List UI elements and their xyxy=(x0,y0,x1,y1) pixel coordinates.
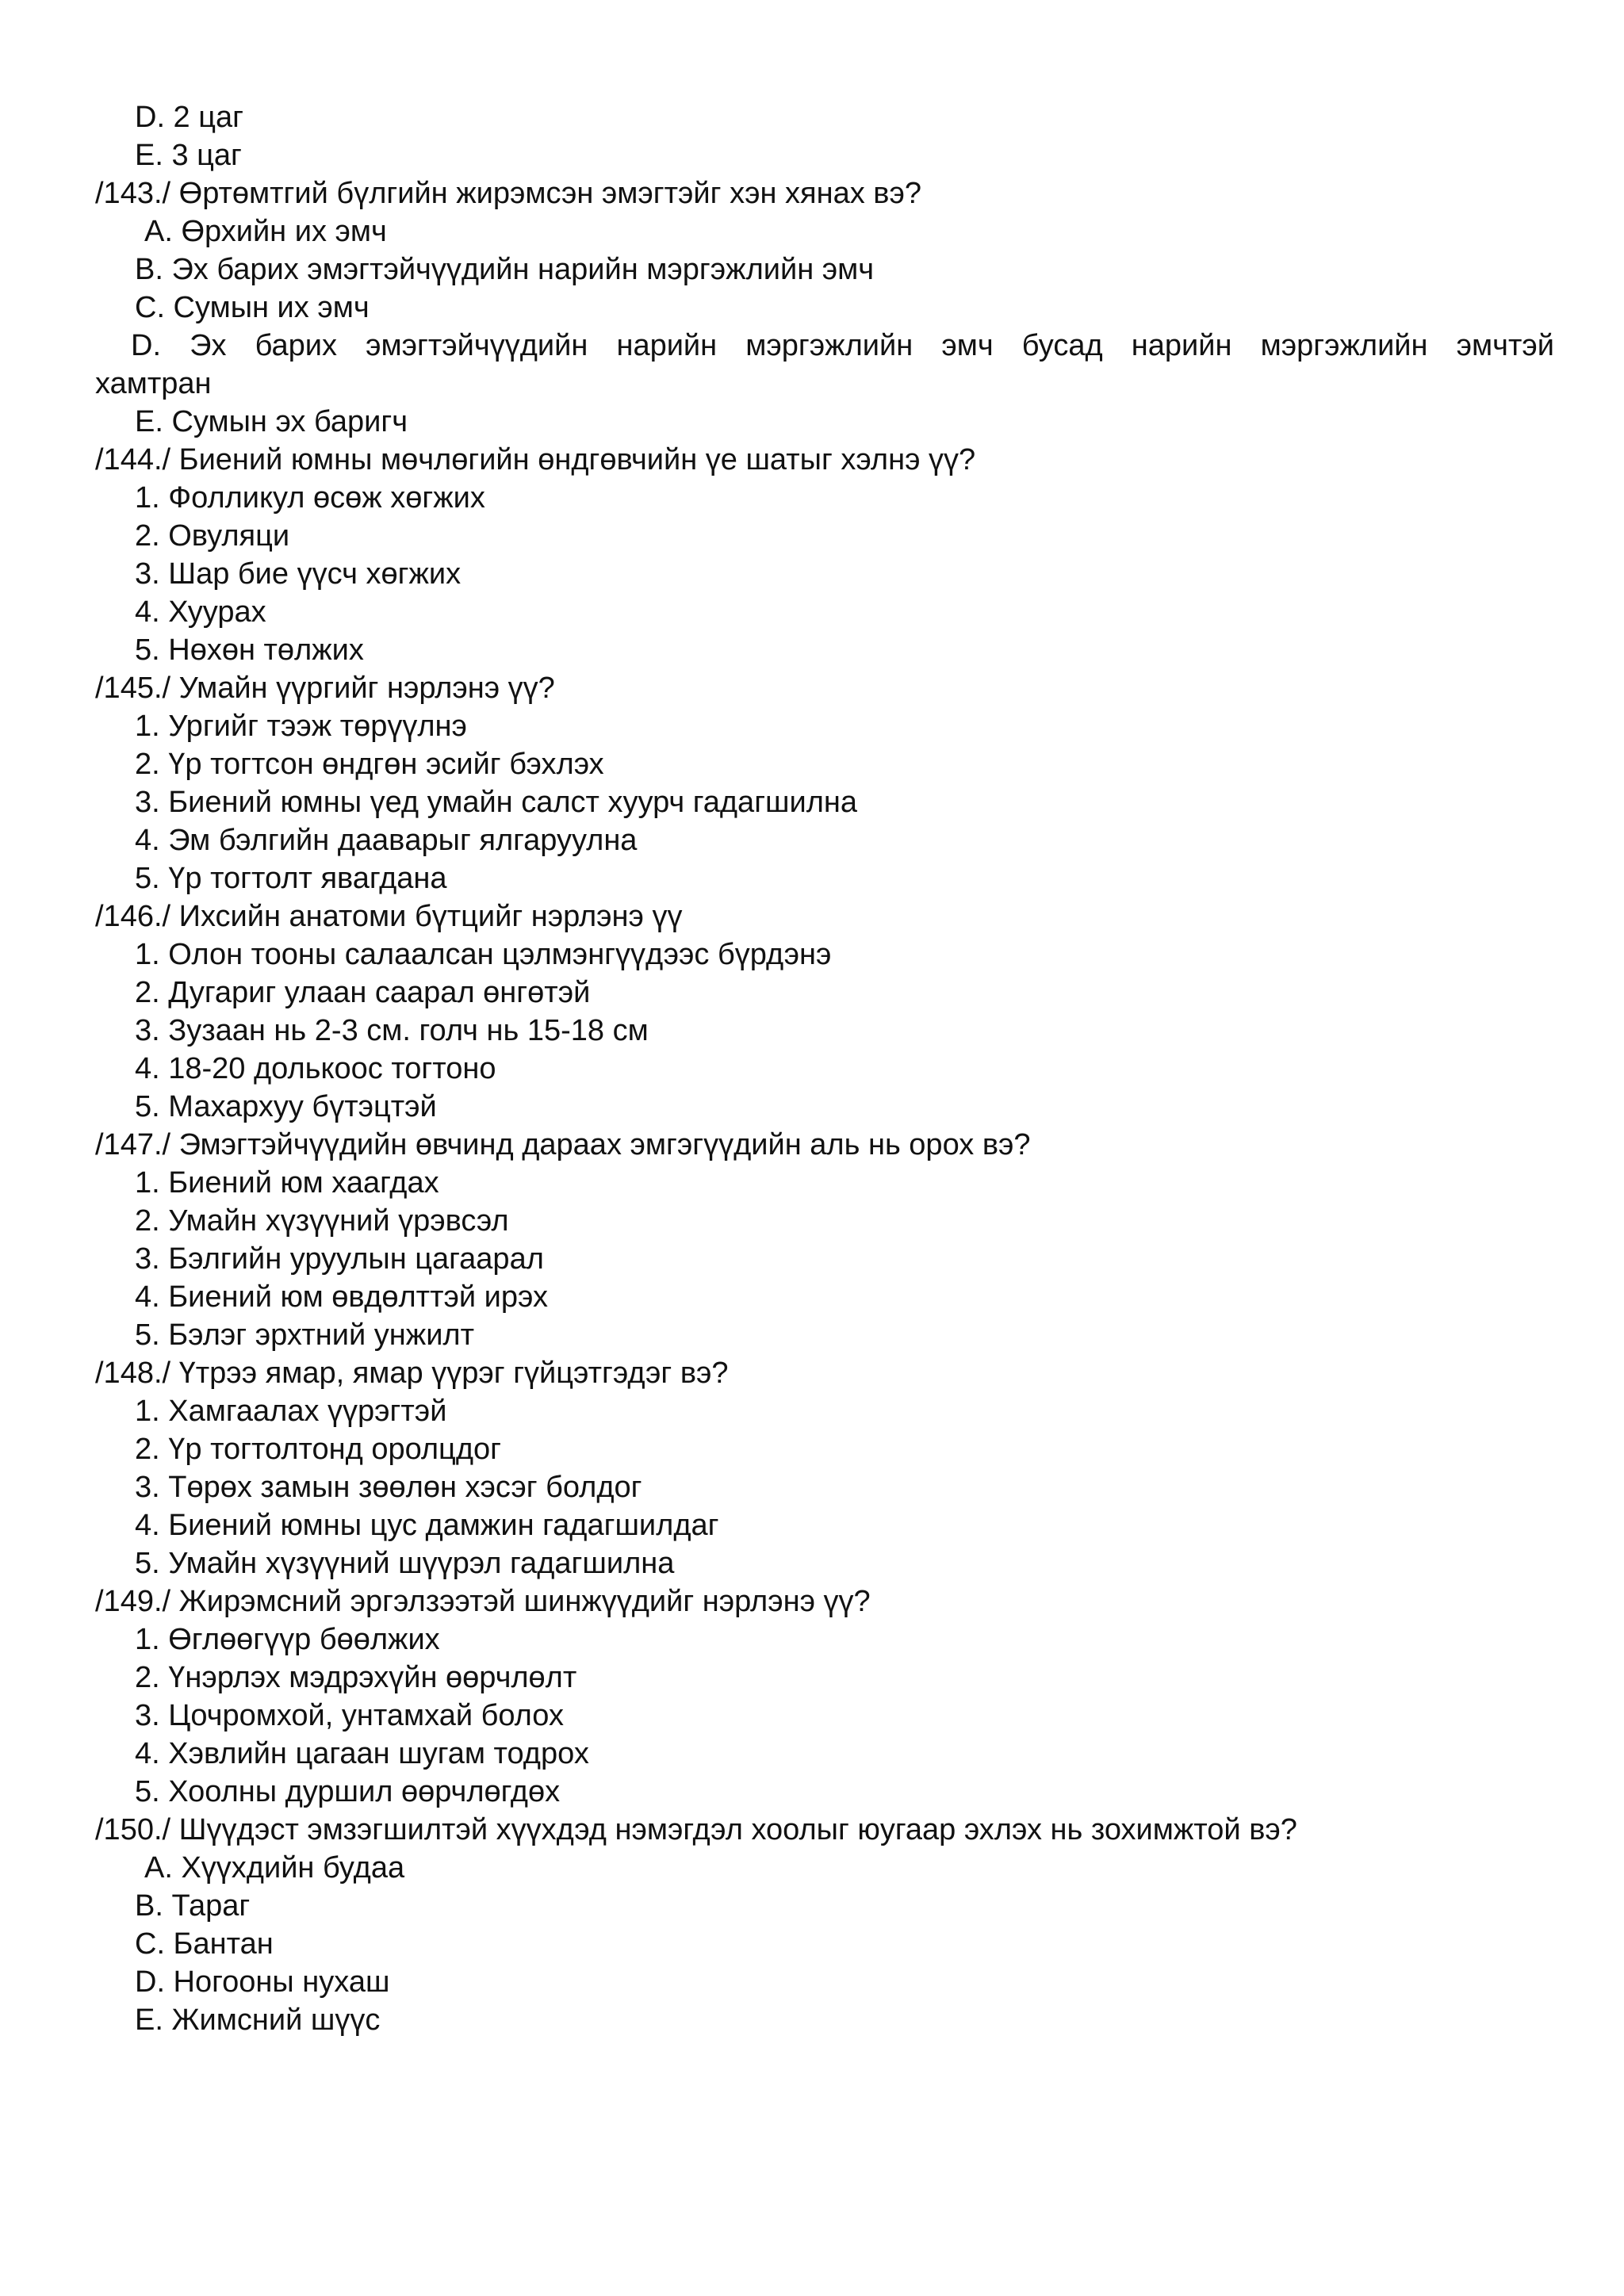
question-heading: /147./ Эмэгтэйчүүдийн өвчинд дараах эмгэгүүдийн аль нь орох вэ? xyxy=(95,1128,1031,1161)
question-heading: /150./ Шүүдэст эмзэгшилтэй хүүхдэд нэмэгдэл хоолыг юугаар эхлэх нь зохимжтой вэ? xyxy=(95,1813,1297,1846)
answer-option: 1. Өглөөгүүр бөөлжих xyxy=(135,1623,440,1656)
answer-option: 1. Олон тооны салаалсан цэлмэнгүүдээс бүрдэнэ xyxy=(135,938,832,971)
answer-option: 2. Үр тогтолтонд оролцдог xyxy=(135,1433,501,1466)
answer-option: E. Сумын эх баригч xyxy=(135,405,408,438)
answer-option: A. Хүүхдийн будаа xyxy=(144,1851,405,1885)
answer-option: 3. Бэлгийн уруулын цагаарал xyxy=(135,1242,544,1276)
answer-option: 5. Бэлэг эрхтний унжилт xyxy=(135,1318,475,1352)
question-heading: /143./ Өртөмтгий бүлгийн жирэмсэн эмэгтэйг хэн хянах вэ? xyxy=(95,177,921,210)
answer-option: 4. Хэвлийн цагаан шугам тодрох xyxy=(135,1737,589,1770)
answer-option: 2. Үр тогтсон өндгөн эсийг бэхлэх xyxy=(135,748,604,781)
answer-option: 3. Биений юмны үед умайн салст хуурч гадагшилна xyxy=(135,786,858,819)
answer-option: A. Өрхийн их эмч xyxy=(144,215,387,248)
answer-option: 4. Хуурах xyxy=(135,595,266,629)
answer-option: 2. Дугариг улаан саарал өнгөтэй xyxy=(135,976,591,1009)
answer-option: 4. Эм бэлгийн даавaрыг ялгаруулна xyxy=(135,824,638,857)
answer-option: D. 2 цаг xyxy=(135,101,244,134)
answer-option: 5. Махархуу бүтэцтэй xyxy=(135,1090,437,1123)
answer-option: 1. Ургийг тээж төрүүлнэ xyxy=(135,710,467,743)
answer-option: 3. Зузаан нь 2-3 см. голч нь 15-18 см xyxy=(135,1014,649,1047)
answer-option: E. 3 цаг xyxy=(135,139,242,172)
answer-option: D. Эх барих эмэгтэйчүүдийн нарийн мэргэжлийн эмч бусад нарийн мэргэжлийн эмчтэй xyxy=(131,329,1554,362)
question-heading: /146./ Ихсийн анатоми бүтцийг нэрлэнэ үү xyxy=(95,900,683,933)
answer-option: E. Жимсний шүүс xyxy=(135,2003,381,2037)
answer-option: 3. Цочромхой, унтамхай болох xyxy=(135,1699,564,1732)
answer-option: D. Ногооны нухаш xyxy=(135,1965,390,1999)
question-heading: /149./ Жирэмсний эргэлзээтэй шинжүүдийг нэрлэнэ үү? xyxy=(95,1585,871,1618)
answer-option: B. Эх барих эмэгтэйчүүдийн нарийн мэргэжлийн эмч xyxy=(135,253,875,286)
answer-option: 4. Биений юмны цус дамжин гадагшилдаг xyxy=(135,1509,719,1542)
answer-option: 3. Төрөх замын зөөлөн хэсэг болдог xyxy=(135,1471,642,1504)
question-heading: /145./ Умайн үүргийг нэрлэнэ үү? xyxy=(95,672,555,705)
answer-option: 2. Овуляци xyxy=(135,519,290,553)
answer-option: 1. Хамгаалах үүрэгтэй xyxy=(135,1395,447,1428)
answer-option: 5. Үр тогтолт явагдана xyxy=(135,862,447,895)
answer-option: 5. Хоолны дуршил өөрчлөгдөх xyxy=(135,1775,561,1808)
question-list xyxy=(95,98,1554,2039)
answer-option: 1. Фолликул өсөж хөгжих xyxy=(135,481,485,515)
answer-option: B. Тараг xyxy=(135,1889,251,1923)
answer-option: 3. Шар бие үүсч хөгжих xyxy=(135,557,462,591)
question-heading: /144./ Биений юмны мөчлөгийн өндгөвчийн үе шатыг хэлнэ үү? xyxy=(95,443,976,476)
answer-continuation: хамтран xyxy=(95,367,212,400)
question-heading: /148./ Үтрээ ямар, ямар үүрэг гүйцэтгэдэг вэ? xyxy=(95,1357,729,1390)
answer-option: 5. Умайн хүзүүний шүүрэл гадагшилна xyxy=(135,1547,675,1580)
answer-option: 4. Биений юм өвдөлттэй ирэх xyxy=(135,1280,548,1314)
answer-option: 4. 18-20 долькоос тогтоно xyxy=(135,1052,496,1085)
answer-option: C. Бантан xyxy=(135,1927,274,1961)
answer-option: 2. Умайн хүзүүний үрэвсэл xyxy=(135,1204,509,1238)
answer-option: C. Сумын их эмч xyxy=(135,291,370,324)
answer-option: 1. Биений юм хаагдах xyxy=(135,1166,439,1200)
answer-option: 2. Үнэрлэх мэдрэхүйн өөрчлөлт xyxy=(135,1661,577,1694)
answer-option: 5. Нөхөн төлжих xyxy=(135,633,364,667)
